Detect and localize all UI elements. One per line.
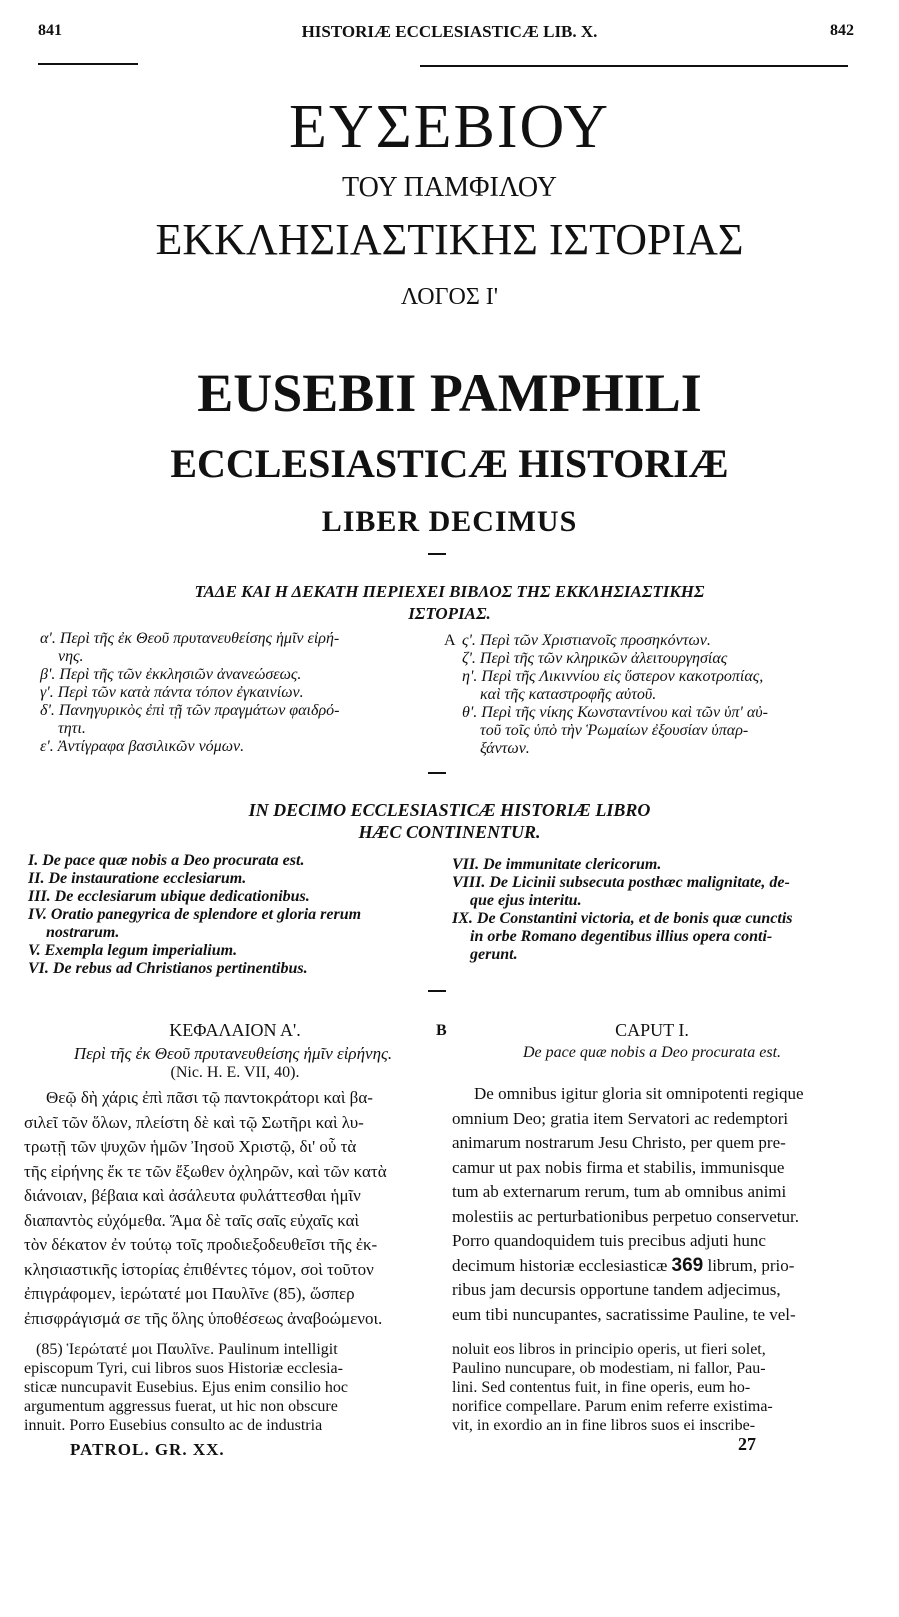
- toc-item: VIII. De Licinii subsecuta posthæc malignitate, de-: [452, 874, 790, 891]
- toc-item: α'. Περὶ τῆς ἐκ Θεοῦ πρυτανευθείσης ἡμῖν εἰρή-: [40, 630, 340, 647]
- text-line: διαπαντὸς εὐχόμεθα. Ἅμα δὲ ταῖς σαῖς εὐχαῖς καὶ: [24, 1210, 360, 1230]
- toc-item: δ'. Πανηγυρικὸς ἐπὶ τῇ τῶν πραγμάτων φαιδρό-: [40, 702, 340, 719]
- divider-dash: [428, 553, 446, 555]
- footnote-line: argumentum aggressus fuerat, ut hic non obscure: [24, 1398, 338, 1415]
- toc-item: I. De pace quæ nobis a Deo procurata est.: [28, 852, 305, 869]
- greek-toc-heading-cont: ΙΣΤΟΡΙΑΣ.: [408, 604, 491, 623]
- toc-item: γ'. Περὶ τῶν κατὰ πάντα τόπον ἐγκαινίων.: [40, 684, 304, 701]
- footnote-line: episcopum Tyri, cui libros suos Historiæ ecclesia-: [24, 1360, 343, 1377]
- page-number-left: 841: [38, 22, 62, 39]
- toc-item: in orbe Romano degentibus illius opera conti-: [470, 928, 773, 945]
- greek-chapter-text: [24, 1086, 432, 1331]
- page-number-right: 842: [830, 22, 854, 39]
- text-line: σιλεῖ τῶν ὅλων, πλείστη δὲ καὶ τῷ Σωτῆρι καὶ λυ-: [24, 1112, 364, 1132]
- text-line: ἐπιγράφομεν, ἱερώτατέ μοι Παυλῖνε (85), ὥσπερ: [24, 1284, 355, 1303]
- greek-toc-right: [462, 632, 862, 758]
- text-line: camur ut pax nobis firma et stabilis, immunisque: [452, 1157, 785, 1177]
- footnote-line: noluit eos libros in principio operis, ut fieri solet,: [452, 1341, 766, 1358]
- text-line: τὸν δέκατον ἐν τούτῳ τοῖς προδιεξοδευθεῖσι τῆς ἐκ-: [24, 1235, 378, 1254]
- latin-chapter-heading: CAPUT I.: [615, 1020, 689, 1040]
- text-line: [452, 1254, 850, 1279]
- divider-dash: [428, 990, 446, 992]
- greek-title-pamphilus: ΤΟΥ ΠΑΜΦΙΛΟΥ: [342, 172, 557, 203]
- toc-item: νης.: [58, 648, 84, 665]
- latin-chapter-subtitle: De pace quæ nobis a Deo procurata est.: [522, 1044, 782, 1061]
- toc-item: que ejus interitu.: [470, 892, 582, 909]
- text-line: De omnibus igitur gloria sit omnipotenti regique: [474, 1084, 804, 1103]
- toc-item: VII. De immunitate clericorum.: [452, 856, 662, 873]
- footnote-line: (85) Ἱερώτατέ μοι Παυλῖνε. Paulinum intelligit: [36, 1341, 338, 1358]
- greek-title-author: ΕΥΣΕΒΙΟΥ: [288, 93, 611, 161]
- text-line: molestiis ac perturbationibus perpetuo conservetur.: [452, 1206, 799, 1226]
- text-line: animarum nostrarum Jesu Christo, per quem pre-: [452, 1133, 786, 1152]
- toc-item: II. De instauratione ecclesiarum.: [28, 870, 247, 887]
- text-line: ἐπισφράγισμά σε τῆς ὅλης ὑποθέσεως ἀναβοώμενοι.: [24, 1308, 383, 1328]
- text-line: διάνοιαν, βέβαια καὶ ἀσάλευτα φυλάττεσθαι ἡμῖν: [24, 1186, 361, 1205]
- greek-title-book: ΛΟΓΟΣ Ι': [400, 284, 499, 310]
- column-number: 369: [671, 1254, 704, 1276]
- folio-number: 27: [738, 1434, 756, 1454]
- signature-mark: PATROL. GR. XX.: [70, 1440, 225, 1459]
- greek-chapter-reference: (Nic. H. E. VII, 40).: [170, 1064, 300, 1081]
- greek-toc-left: [40, 630, 440, 756]
- latin-title-author: EUSEBII PAMPHILI: [197, 363, 702, 423]
- text-line: Θεῷ δὴ χάρις ἐπὶ πᾶσι τῷ παντοκράτορι καὶ βα-: [46, 1088, 373, 1107]
- toc-item: ζ'. Περὶ τῆς τῶν κληρικῶν ἀλειτουργησίας: [462, 650, 728, 667]
- toc-item: ε'. Ἀντίγραφα βασιλικῶν νόμων.: [40, 738, 245, 755]
- latin-chapter-text: [452, 1082, 850, 1327]
- text-line: eum tibi nuncupantes, sacratissime Pauline, te vel-: [452, 1304, 796, 1324]
- text-line: omnium Deo; gratia item Servatori ac redemptori: [452, 1108, 789, 1128]
- toc-item: VI. De rebus ad Christianos pertinentibus.: [28, 960, 308, 977]
- toc-item: IV. Oratio panegyrica de splendore et gloria rerum: [28, 906, 362, 923]
- running-title: HISTORIÆ ECCLESIASTICÆ LIB. X.: [301, 22, 598, 41]
- greek-title-main: ΕΚΚΛΗΣΙΑΣΤΙΚΗΣ ΙΣΤΟΡΙΑΣ: [155, 215, 744, 264]
- latin-title-main: ECCLESIASTICÆ HISTORIÆ: [170, 441, 729, 486]
- toc-item: ξάντων.: [480, 740, 530, 757]
- toc-item: ς'. Περὶ τῶν Χριστιανοῖς προσηκόντων.: [462, 632, 711, 649]
- header-rule-right: [420, 65, 848, 67]
- footnote-line: vit, in exordio an in fine libros suos ei inscribe-: [452, 1417, 756, 1434]
- text-line: ribus jam decursis opportune tandem adjecimus,: [452, 1280, 781, 1299]
- latin-toc-heading-cont: HÆC CONTINENTUR.: [358, 822, 541, 842]
- greek-toc-heading: ΤΑΔΕ ΚΑΙ Η ΔΕΚΑΤΗ ΠΕΡΙΕΧΕΙ ΒΙΒΛΟΣ ΤΗΣ ΕΚΚΛΗΣΙΑΣΤΙΚΗΣ: [194, 582, 705, 601]
- column-marker-b: B: [436, 1022, 447, 1039]
- footnote-line: sticæ nuncupavit Eusebius. Ejus enim consilio hoc: [24, 1379, 348, 1396]
- toc-item: nostrarum.: [46, 924, 120, 941]
- latin-title-book: LIBER DECIMUS: [321, 505, 578, 538]
- toc-item: η'. Περὶ τῆς Λικιννίου εἰς ὕστερον κακοτροπίας,: [462, 668, 764, 685]
- text-fragment: decimum historiæ ecclesiasticæ: [452, 1255, 672, 1275]
- divider-dash: [428, 772, 446, 774]
- footnote-line: innuit. Porro Eusebius consulto ac de industria: [24, 1417, 323, 1434]
- toc-item: III. De ecclesiarum ubique dedicationibus.: [28, 888, 310, 905]
- latin-toc-right: [452, 856, 862, 964]
- toc-item: IX. De Constantini victoria, et de bonis quæ cunctis: [452, 910, 793, 927]
- toc-item: V. Exempla legum imperialium.: [28, 942, 238, 959]
- header-rule-left: [38, 63, 138, 65]
- greek-chapter-heading: ΚΕΦΑΛΑΙΟΝ Α'.: [169, 1020, 301, 1040]
- toc-item: β'. Περὶ τῆς τῶν ἐκκλησιῶν ἀνανεώσεως.: [40, 666, 302, 683]
- latin-toc-left: [28, 852, 438, 978]
- text-line: τῆς εἰρήνης ἔκ τε τῶν ἔξωθεν ὀχληρῶν, καὶ τῶν κατὰ: [24, 1161, 387, 1181]
- latin-toc-heading: IN DECIMO ECCLESIASTICÆ HISTORIÆ LIBRO: [248, 800, 651, 820]
- latin-footnote: [452, 1340, 850, 1435]
- toc-item: τητι.: [58, 720, 86, 737]
- toc-item: gerunt.: [470, 946, 518, 963]
- toc-item: θ'. Περὶ τῆς νίκης Κωνσταντίνου καὶ τῶν ὑπ' αὐ-: [462, 704, 768, 721]
- text-line: κλησιαστικῆς ἱστορίας ἐπιθέντες τόμον, σοὶ τοῦτον: [24, 1259, 374, 1279]
- text-line: Porro quandoquidem tuis precibus adjuti hunc: [452, 1231, 766, 1250]
- toc-item: καὶ τῆς καταστροφῆς αὐτοῦ.: [480, 686, 657, 703]
- greek-chapter-subtitle: Περὶ τῆς ἐκ Θεοῦ πρυτανευθείσης ἡμῖν εἰρήνης.: [73, 1044, 393, 1063]
- footnote-line: norifice compellare. Parum enim referre existima-: [452, 1398, 773, 1415]
- footnote-line: lini. Sed contentus fuit, in fine operis, eum ho-: [452, 1379, 751, 1396]
- text-fragment: librum, prio-: [703, 1255, 795, 1275]
- column-marker-a: A: [444, 632, 456, 649]
- text-line: tum ab externarum rerum, tum ab omnibus animi: [452, 1182, 787, 1201]
- toc-item: τοῦ τοῖς ὑπὸ τὴν Ῥωμαίων ἐξουσίαν ὑπαρ-: [480, 722, 749, 739]
- text-line: τρωτῇ τῶν ψυχῶν ἡμῶν Ἰησοῦ Χριστῷ, δι' οὗ τὰ: [24, 1137, 357, 1156]
- footnote-line: Paulino nuncupare, ob modestiam, ni fallor, Pau-: [452, 1360, 766, 1377]
- greek-footnote: [24, 1340, 432, 1435]
